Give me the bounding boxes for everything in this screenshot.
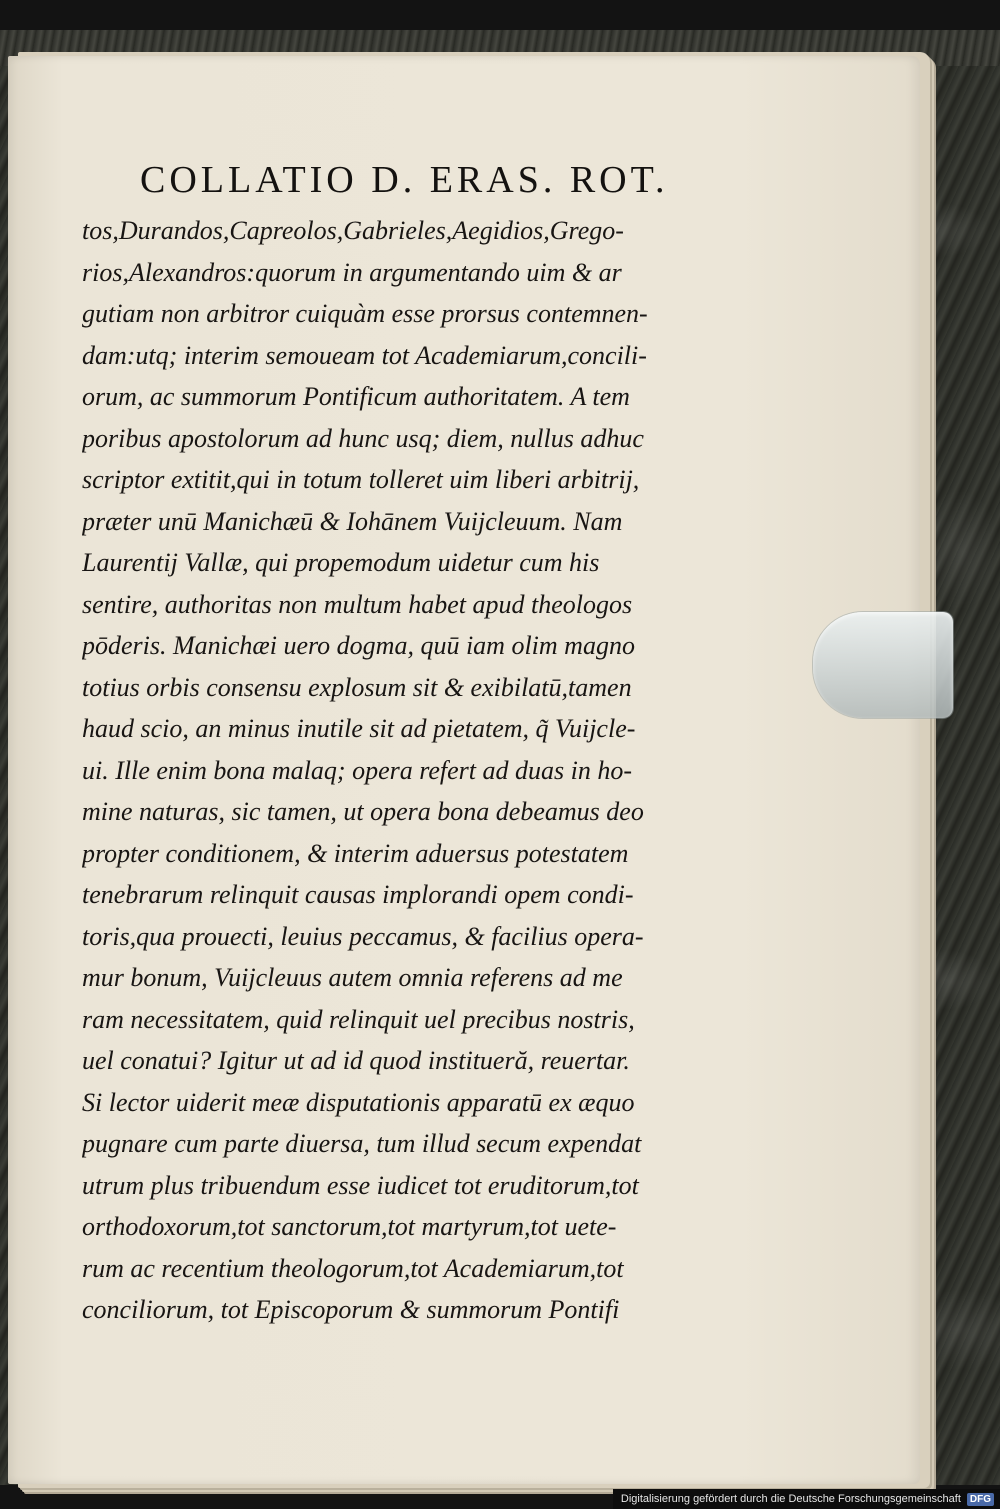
text-line: toris,qua prouecti, leuius peccamus, & facilius opera- [82, 921, 644, 951]
text-line: utrum plus tribuendum esse iudicet tot eruditorum,tot [82, 1170, 639, 1200]
funding-credit: Digitalisierung gefördert durch die Deutsche Forschungsgemeinschaft [620, 1493, 961, 1505]
digitization-footer [613, 1489, 1000, 1509]
text-line: pugnare cum parte diuersa, tum illud secum expendat [82, 1129, 642, 1158]
text-line: orum, ac summorum Pontificum authoritatem. A tem [82, 382, 630, 411]
text-line: tenebrarum relinquit causas implorandi opem condi- [82, 880, 634, 909]
text-line: totius orbis consensu explosum sit & exibilatū,tamen [82, 672, 632, 702]
text-line: propter conditionem, & interim aduersus potestatem [82, 838, 629, 868]
text-line: Si lector uiderit meæ disputationis apparatū ex æquo [82, 1087, 635, 1117]
text-line: rum ac recentium theologorum,tot Academiarum,tot [82, 1253, 624, 1283]
page-clip [813, 612, 953, 718]
text-line: uel conatui? Igitur ut ad id quod institueră, reuertar. [82, 1046, 630, 1075]
text-line: ui. Ille enim bona malaq; opera refert ad duas in ho- [82, 755, 633, 785]
text-line: dam:utq; interim semoueam tot Academiarum,concili- [82, 340, 647, 370]
text-line: mine naturas, sic tamen, ut opera bona debeamus deo [82, 797, 644, 826]
text-line: Laurentij Vallæ, qui propemodum uidetur cum his [82, 548, 600, 577]
text-line: poribus apostolorum ad hunc usq; diem, nullus adhuc [82, 423, 644, 453]
text-line: mur bonum, Vuijcleuus autem omnia referens ad me [82, 963, 623, 992]
dfg-logo: DFG [967, 1493, 994, 1506]
text-line: scriptor extitit,qui in totum tolleret uim liberi arbitrij, [82, 465, 640, 494]
text-line: gutiam non arbitror cuiquàm esse prorsus contemnen- [82, 299, 648, 328]
text-block [82, 210, 722, 1331]
text-line: ram necessitatem, quid relinquit uel precibus nostris, [82, 1004, 635, 1034]
text-line: rios,Alexandros:quorum in argumentando uim & ar [82, 257, 622, 287]
text-line: haud scio, an minus inutile sit ad pietatem, q̃ Vuijcle- [82, 714, 636, 743]
text-line: sentire, authoritas non multum habet apud theologos [82, 589, 633, 619]
text-line: præter unū Manichæū & Iohānem Vuijcleuum. Nam [82, 506, 623, 536]
text-line: orthodoxorum,tot sanctorum,tot martyrum,tot uete- [82, 1212, 617, 1241]
running-head: COLLATIO D. ERAS. ROT. [140, 159, 669, 201]
text-line: conciliorum, tot Episcoporum & summorum Pontifi [82, 1295, 620, 1324]
text-line: pōderis. Manichæi uero dogma, quū iam olim magno [82, 631, 635, 660]
text-line: tos,Durandos,Capreolos,Gabrieles,Aegidios,Grego- [82, 216, 624, 245]
